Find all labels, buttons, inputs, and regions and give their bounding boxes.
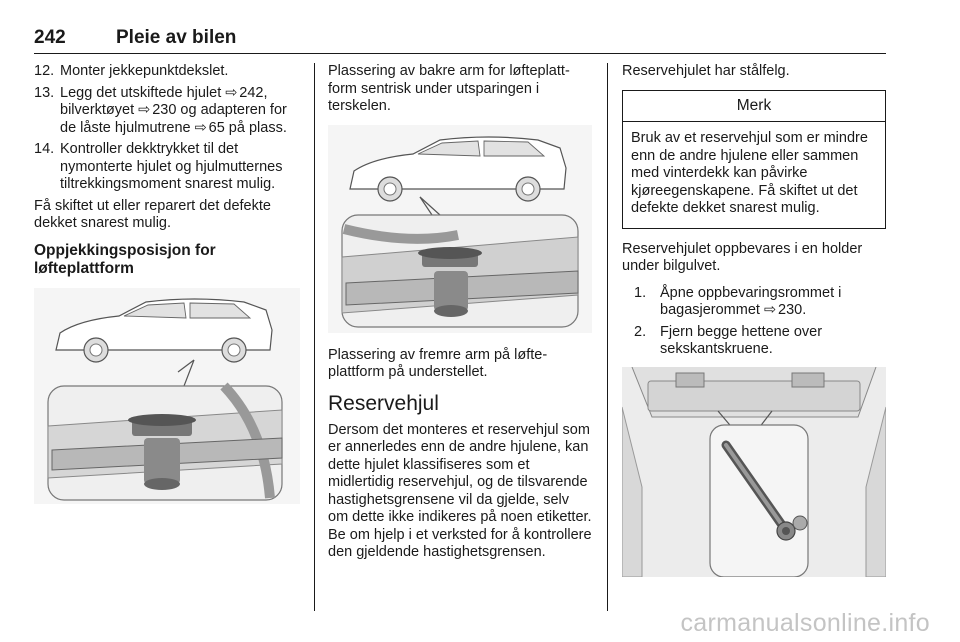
list-item: 12. Monter jekkepunktdekslet.: [34, 63, 229, 79]
page-ref-arrow-icon: ⇨: [194, 119, 207, 136]
lift-point-rear-illustration: [34, 288, 300, 504]
body-paragraph: Plassering av fremre arm på løfteplattform på understellet.: [328, 346, 548, 380]
page-ref-arrow-icon: ⇨: [763, 302, 777, 318]
page-ref-arrow-icon: ⇨: [138, 102, 151, 118]
section-heading: Oppjekkingsposisjon for løfteplattform: [34, 241, 216, 277]
column-divider: [314, 63, 315, 611]
cross-reference-link[interactable]: ⇨ 242,: [225, 84, 268, 101]
page-header: [34, 27, 886, 54]
note-title: Merk: [623, 91, 885, 123]
steps-list: [622, 285, 886, 359]
page-ref-arrow-icon: ⇨: [225, 84, 238, 101]
cross-reference-link[interactable]: ⇨ 230.: [763, 302, 807, 318]
body-paragraph: Dersom det monteres et reservehjul som er annerledes enn de andre hjulene, kan dette hjulet klassifiseres som et midlertidig reservehjul, og de tilsvarende hastighetsgrensene vil da gjelde, selv om dette ikke indikeres på noen etiketter. Be om hjelp i et verksted for å kontrollere den gjeldende hastighetsgrensen.: [328, 421, 592, 560]
watermark: carmanualsonline.info: [680, 609, 930, 637]
body-paragraph: Plassering av bakre arm for løfteplattform sentrisk under utsparingen i terskelen.: [328, 63, 570, 114]
column-divider: [607, 63, 608, 611]
list-item: 1. Åpne oppbevaringsrommet i bagasjerommet ⇨ 230.: [634, 284, 842, 318]
spare-wheel-bolt-illustration: [622, 367, 886, 577]
list-item: 13. Legg det utskiftede hjulet ⇨ 242, bilverktøyet ⇨ 230 og adapteren for de låste hjulmutrene ⇨ 65 på plass.: [34, 84, 287, 136]
column-right: [622, 63, 886, 587]
cross-reference-link[interactable]: ⇨ 230: [138, 102, 177, 118]
body-paragraph: Få skiftet ut eller reparert det defekte dekket snarest mulig.: [34, 197, 271, 231]
body-paragraph: Reservehjulet oppbevares i en holder under bilgulvet.: [622, 240, 863, 274]
steps-list: [34, 63, 300, 194]
section-title: Pleie av bilen: [116, 27, 237, 48]
cross-reference-link[interactable]: ⇨ 65: [194, 119, 225, 136]
list-item: 2. Fjern begge hettene over sekskantskruene.: [634, 323, 823, 357]
body-paragraph: Reservehjulet har stålfelg.: [622, 63, 790, 79]
note-box: [622, 90, 886, 229]
page-number: 242: [34, 27, 66, 48]
section-heading: Reservehjul: [328, 391, 439, 415]
column-left: [34, 63, 300, 514]
list-item: 14. Kontroller dekktrykket til det nymonterte hjulet og hjulmutternes tiltrekkingsmoment snarest mulig.: [34, 141, 283, 192]
column-middle: [328, 63, 592, 571]
note-body: Bruk av et reservehjul som er mindre enn de andre hjulene eller sammen med vinterdekk kan påvirke kjøreegenskapene. Få skiftet ut det defekte dekket snarest mulig.: [631, 130, 868, 216]
lift-point-front-illustration: [328, 125, 592, 333]
